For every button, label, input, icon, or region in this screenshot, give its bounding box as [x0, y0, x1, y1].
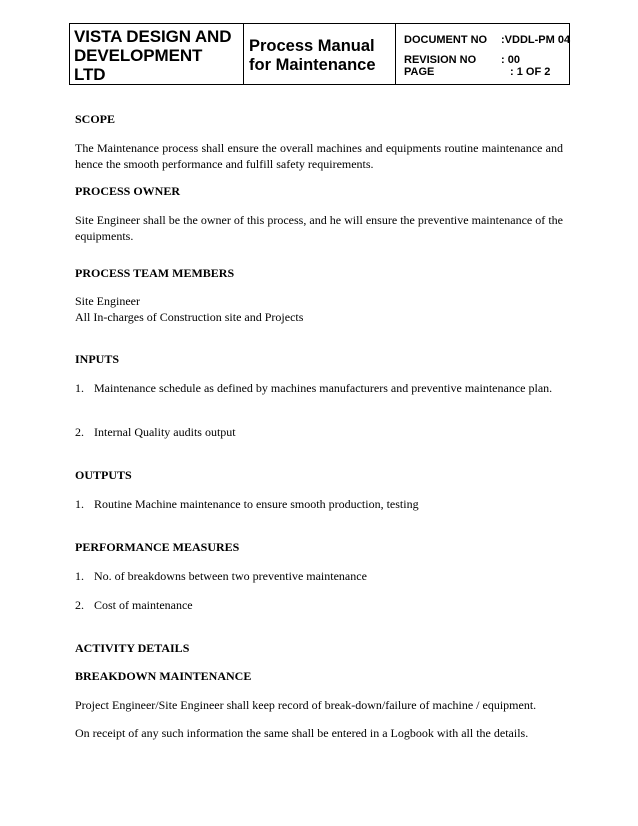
revision-number-value: : 00 — [501, 54, 520, 66]
document-number-label: DOCUMENT NO — [404, 34, 488, 46]
document-title — [244, 24, 396, 85]
list-number: 1. — [75, 381, 84, 395]
outputs-heading: OUTPUTS — [75, 468, 132, 482]
list-text: No. of breakdowns between two preventive maintenance — [94, 569, 367, 583]
activity-heading: ACTIVITY DETAILS — [75, 641, 190, 655]
performance-heading: PERFORMANCE MEASURES — [75, 540, 240, 554]
list-item — [75, 496, 563, 512]
page-number-label: PAGE — [404, 66, 435, 78]
inputs-heading: INPUTS — [75, 352, 120, 366]
list-text: Maintenance schedule as defined by machines manufacturers and preventive maintenance plan. — [94, 381, 553, 395]
list-item — [75, 424, 563, 440]
team-member: All In-charges of Construction site and Projects — [75, 310, 304, 324]
page-number-value: : 1 OF 2 — [510, 66, 551, 78]
document-title-line: Process Manual — [249, 37, 375, 55]
team-member: Site Engineer — [75, 294, 140, 308]
list-number: 1. — [75, 569, 84, 583]
document-title-line: for Maintenance — [249, 56, 376, 74]
breakdown-text: On receipt of any such information the same shall be entered in a Logbook with all the details. — [75, 726, 529, 740]
scope-heading: SCOPE — [75, 112, 116, 126]
team-heading: PROCESS TEAM MEMBERS — [75, 266, 235, 280]
company-name-line: LTD — [74, 65, 106, 84]
document-info — [396, 24, 570, 85]
breakdown-text: Project Engineer/Site Engineer shall keep record of break-down/failure of machine / equipment. — [75, 698, 537, 712]
list-number: 2. — [75, 425, 84, 439]
scope-text: The Maintenance process shall ensure the overall machines and equipments routine maintenance and hence the smooth performance and fulfill safety requirements. — [75, 141, 563, 171]
document-number-row — [404, 34, 570, 46]
company-name — [70, 24, 244, 85]
revision-number-row — [404, 54, 520, 66]
document-number-value: :VDDL-PM 04 — [501, 34, 571, 46]
company-name-line: DEVELOPMENT — [74, 46, 203, 65]
list-item — [75, 597, 563, 613]
owner-heading: PROCESS OWNER — [75, 184, 181, 198]
list-text: Routine Machine maintenance to ensure smooth production, testing — [94, 497, 419, 511]
list-number: 1. — [75, 497, 84, 511]
list-item — [75, 568, 563, 584]
company-name-line: VISTA DESIGN AND — [74, 27, 232, 46]
owner-text: Site Engineer shall be the owner of this process, and he will ensure the preventive maintenance of the equipments. — [75, 213, 563, 243]
breakdown-heading: BREAKDOWN MAINTENANCE — [75, 669, 252, 683]
list-item — [75, 380, 563, 396]
list-text: Internal Quality audits output — [94, 425, 236, 439]
list-number: 2. — [75, 598, 84, 612]
document-header — [69, 23, 570, 85]
list-text: Cost of maintenance — [94, 598, 193, 612]
revision-number-label: REVISION NO — [404, 54, 477, 66]
page-number-row — [404, 66, 550, 78]
